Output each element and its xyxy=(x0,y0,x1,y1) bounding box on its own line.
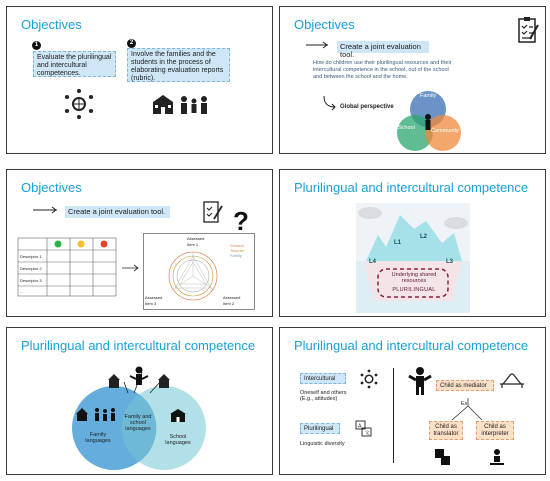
number-badge-1: 1 xyxy=(32,41,41,50)
label-l2: L2 xyxy=(420,234,428,240)
arrow-icon xyxy=(121,264,141,272)
highlight-box: Create a joint evaluation tool. xyxy=(337,41,429,53)
global-perspective-label: Global perspective xyxy=(340,104,394,110)
curved-arrow-icon xyxy=(322,95,338,111)
svg-text:文: 文 xyxy=(364,430,370,437)
slide-objectives-1[interactable] xyxy=(6,6,273,154)
slide-title: Plurilingual and intercultural competence xyxy=(294,338,529,353)
slide-objectives-2[interactable] xyxy=(279,6,546,154)
venn-community-label: Community xyxy=(431,128,459,134)
radar-item-2-label: Assessed Item 2 xyxy=(223,295,241,306)
shared-resources-label: Underlying shared resources xyxy=(391,272,437,284)
plurilingual-label: PLURILINGUAL xyxy=(392,287,436,293)
interpreter-icon xyxy=(488,448,506,466)
family-icon xyxy=(179,95,209,115)
mediator-box: Child as mediator xyxy=(436,380,494,391)
translate-icon xyxy=(434,448,452,466)
number-badge-2: 2 xyxy=(127,39,136,48)
label-l4: L4 xyxy=(369,259,377,265)
translate-icon xyxy=(355,420,373,438)
objective-1-box: Evaluate the plurilingual and intercultural competences. xyxy=(33,51,116,77)
descriptor-row-3: Descriptor 3 xyxy=(20,278,42,283)
slide-title: Objectives xyxy=(294,17,355,32)
bridge-icon xyxy=(499,371,525,389)
svg-text:A: A xyxy=(358,423,362,430)
arrow-icon xyxy=(305,41,331,49)
slide-title: Plurilingual and intercultural competence xyxy=(21,338,256,353)
example-label: Ex. xyxy=(461,401,469,407)
plurilingual-box: Plurilingual xyxy=(300,423,340,434)
slide-competence-iceberg[interactable] xyxy=(279,169,546,317)
globe-people-icon xyxy=(359,369,379,389)
slide-title: Plurilingual and intercultural competence xyxy=(294,180,529,195)
globe-people-icon xyxy=(62,87,96,121)
interpreter-box: Child as interpreter xyxy=(476,421,514,440)
venn-family-label: Family xyxy=(420,93,437,99)
plurilingual-desc: Linguistic diversity xyxy=(300,441,345,447)
legend-teacher: Teacher xyxy=(230,248,245,253)
descriptor-row-1: Descriptor 1 xyxy=(20,254,42,259)
child-icon xyxy=(408,366,432,396)
label-l1: L1 xyxy=(394,240,402,246)
question-text: How do children use their plurilingual resources and their intercultural competence in the school, out of the school and between the school and the home. xyxy=(313,60,452,80)
school-languages-label: School languages xyxy=(165,434,191,446)
arrow-icon xyxy=(32,206,60,214)
slide-title: Objectives xyxy=(21,180,82,195)
slide-objectives-3[interactable] xyxy=(6,169,273,317)
school-icon xyxy=(151,93,175,115)
iceberg-illustration xyxy=(356,203,470,313)
venn-school-label: School xyxy=(398,125,415,131)
radar-item-1-label: Assessed Item 1 xyxy=(187,236,205,247)
legend-family: Family xyxy=(230,253,242,258)
question-mark: ? xyxy=(233,206,249,236)
intercultural-desc: Oneself and others (E.g., attitudes) xyxy=(300,390,347,402)
shared-languages-label: Family and school languages xyxy=(124,414,152,432)
family-languages-label: Family languages xyxy=(85,432,111,444)
school-icon xyxy=(169,408,187,422)
slide-competence-venn[interactable] xyxy=(6,327,273,475)
highlight-box: Create a joint evaluation tool. xyxy=(65,206,170,218)
checklist-icon xyxy=(202,200,224,224)
slide-competence-mediation[interactable] xyxy=(279,327,546,475)
slide-title: Objectives xyxy=(21,17,82,32)
intercultural-box: Intercultural xyxy=(300,373,346,384)
label-l3: L3 xyxy=(446,259,454,265)
branch-arrows xyxy=(440,396,500,424)
objective-2-box: Involve the families and the students in the process of elaborating evaluation reports (rubric). xyxy=(127,48,230,82)
legend-student: Student xyxy=(230,243,244,248)
translator-box: Child as translator xyxy=(429,421,463,440)
checklist-icon xyxy=(516,17,540,45)
descriptor-row-4: ... xyxy=(20,289,24,294)
family-house-icon xyxy=(75,406,121,422)
descriptor-row-2: Descriptor 2 xyxy=(20,266,42,271)
divider-line xyxy=(393,368,394,463)
radar-item-3-label: Assessed Item 3 xyxy=(145,295,163,306)
